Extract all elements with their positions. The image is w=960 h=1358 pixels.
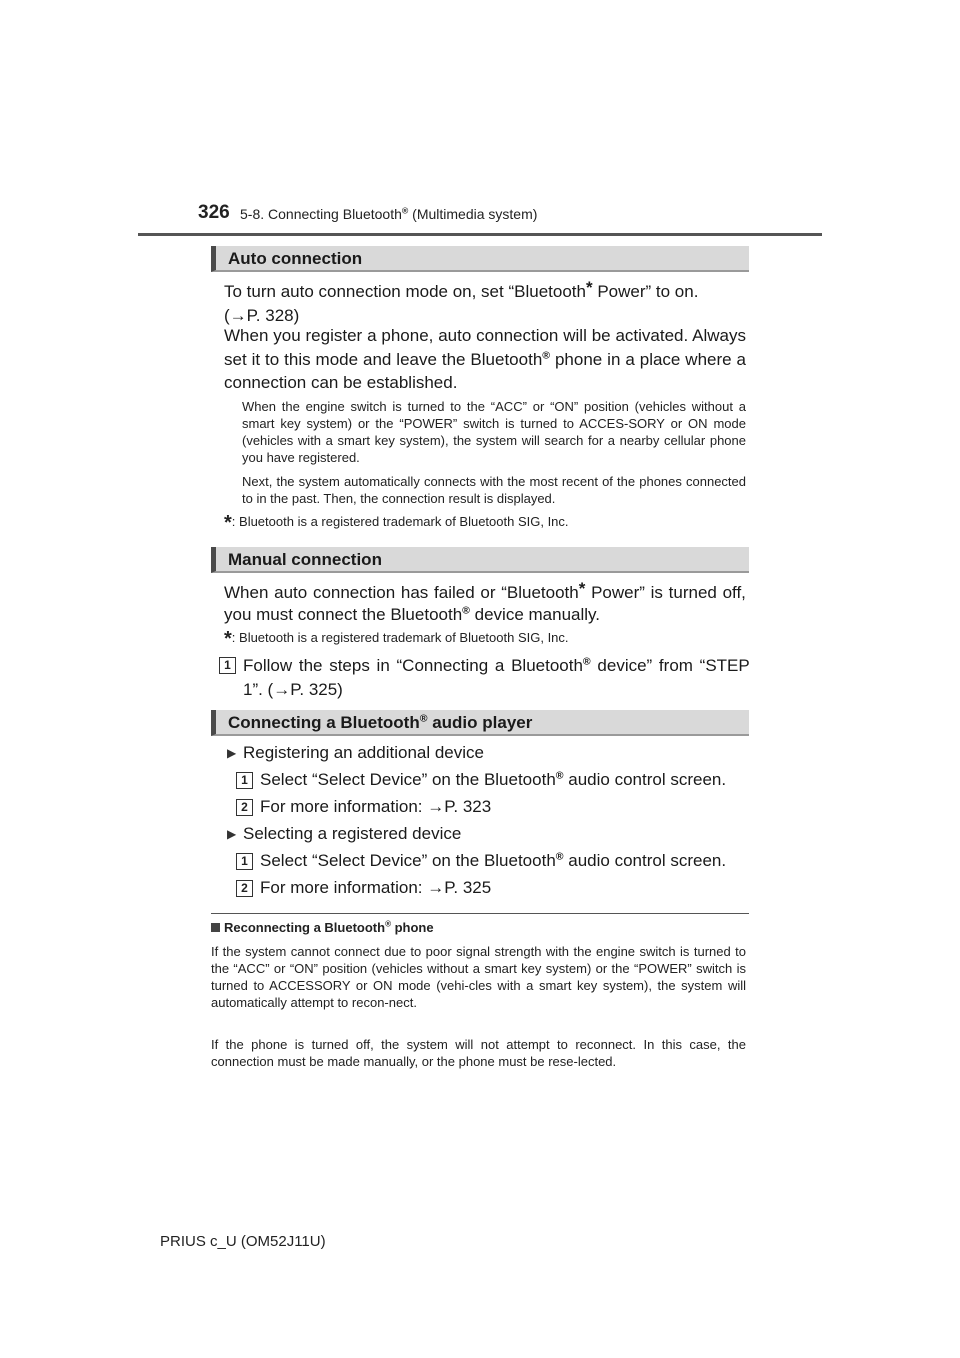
section-manual-connection [211, 547, 749, 573]
text: Select “Select Device” on the Bluetooth [260, 770, 556, 789]
step-number-1: 1 [236, 772, 253, 789]
registered-mark: ® [401, 205, 409, 216]
note-paragraph-1: If the system cannot connect due to poor signal strength with the engine switch is turned to the “ACC” or “ON” position (vehicles without a smart key system) or the “POWER” switch is turned to ACCESSORY or ON mode (vehi-cles with a smart key system), the system will automatically attempt to recon-nect. [211, 944, 746, 1010]
chapter-title [240, 206, 537, 222]
asterisk: * [224, 628, 232, 650]
text: Connecting a Bluetooth [228, 713, 420, 732]
registered-mark: ® [542, 348, 551, 361]
registered-mark: ® [462, 604, 470, 617]
note-heading [211, 920, 434, 935]
auto-connection-para-1-ref: (→P. 328) [224, 306, 300, 325]
auto-connection-note-1: When the engine switch is turned to the “ACC” or “ON” position (vehicles without a smart key system) or the “POWER” switch is turned to ACCES-SORY or ON mode (vehicles with a smart key system), the system will search for a nearby cellular phone you have registered. [242, 399, 746, 465]
bullet-selecting-device: Selecting a registered device [243, 824, 462, 843]
manual-step-1-line-2: 1”. (→P. 325) [243, 680, 343, 699]
footer-model: PRIUS c_U (OM52J11U) [160, 1233, 326, 1250]
manual-step-1 [243, 654, 750, 677]
manual-connection-para-1 [224, 581, 746, 604]
text: phone [391, 920, 434, 935]
text: audio player [427, 713, 533, 732]
asterisk: * [585, 278, 593, 297]
triangle-bullet-icon: ▶ [227, 827, 237, 841]
auto-connection-para-1 [224, 280, 746, 303]
registered-mark: ® [385, 919, 391, 929]
manual-connection-footnote [224, 628, 746, 651]
step-number-2: 2 [236, 799, 253, 816]
section-audio-player [211, 710, 749, 736]
text: Follow the steps in “Connecting a Bluetooth [243, 656, 583, 675]
text: : Bluetooth is a registered trademark of Bluetooth SIG, Inc. [231, 514, 569, 529]
step-number-1: 1 [236, 853, 253, 870]
text: device manually. [469, 605, 601, 624]
manual-connection-para-1-line-2 [224, 603, 746, 626]
registered-mark: ® [419, 712, 428, 725]
text: Select “Select Device” on the Bluetooth [260, 851, 556, 870]
text: : Bluetooth is a registered trademark of Bluetooth SIG, Inc. [231, 630, 569, 645]
chapter-title-text: 5-8. Connecting Bluetooth [240, 206, 402, 222]
section-auto-connection [211, 246, 749, 272]
register-step-2: For more information: →P. 323 [260, 797, 492, 816]
text: When you register a phone, auto connection will be activated. Always set it to this mode and leave the Bluetooth [224, 326, 746, 369]
text: Power” is turned off, [585, 583, 746, 602]
bullet-registering-device: Registering an additional device [243, 743, 484, 762]
section-title: Auto connection [228, 249, 363, 268]
registered-mark: ® [582, 655, 591, 668]
asterisk: * [224, 512, 232, 534]
text: audio control screen. [563, 770, 727, 789]
step-number-1: 1 [219, 657, 236, 674]
registered-mark: ® [555, 769, 564, 782]
select-step-1 [260, 849, 726, 872]
select-step-2: For more information: →P. 325 [260, 878, 492, 897]
square-bullet-icon [211, 923, 220, 932]
step-number-2: 2 [236, 880, 253, 897]
text: device” from “STEP [590, 656, 750, 675]
text: Reconnecting a Bluetooth [224, 920, 386, 935]
section-title [228, 713, 532, 733]
note-rule [211, 913, 749, 914]
auto-connection-para-2 [224, 324, 746, 395]
text: you must connect the Bluetooth [224, 605, 463, 624]
auto-connection-footnote [224, 512, 746, 535]
page-number: 326 [198, 202, 230, 223]
triangle-bullet-icon: ▶ [227, 746, 237, 760]
asterisk: * [578, 579, 586, 598]
text: audio control screen. [563, 851, 727, 870]
text: phone in a place where a connection can be established. [224, 349, 747, 392]
registered-mark: ® [555, 850, 564, 863]
note-paragraph-2: If the phone is turned off, the system will not attempt to reconnect. In this case, the connection must be made manually, or the phone must be rese-lected. [211, 1037, 746, 1069]
auto-connection-note-2: Next, the system automatically connects with the most recent of the phones connected to in the past. Then, the connection result is displayed. [242, 474, 746, 506]
text: To turn auto connection mode on, set “Bluetooth [224, 282, 586, 301]
section-title: Manual connection [228, 550, 382, 569]
chapter-title-suffix: (Multimedia system) [408, 206, 538, 222]
text: When auto connection has failed or “Bluetooth [224, 583, 579, 602]
text: Power” to on. [592, 282, 699, 301]
header-rule [138, 233, 822, 236]
register-step-1 [260, 768, 726, 791]
